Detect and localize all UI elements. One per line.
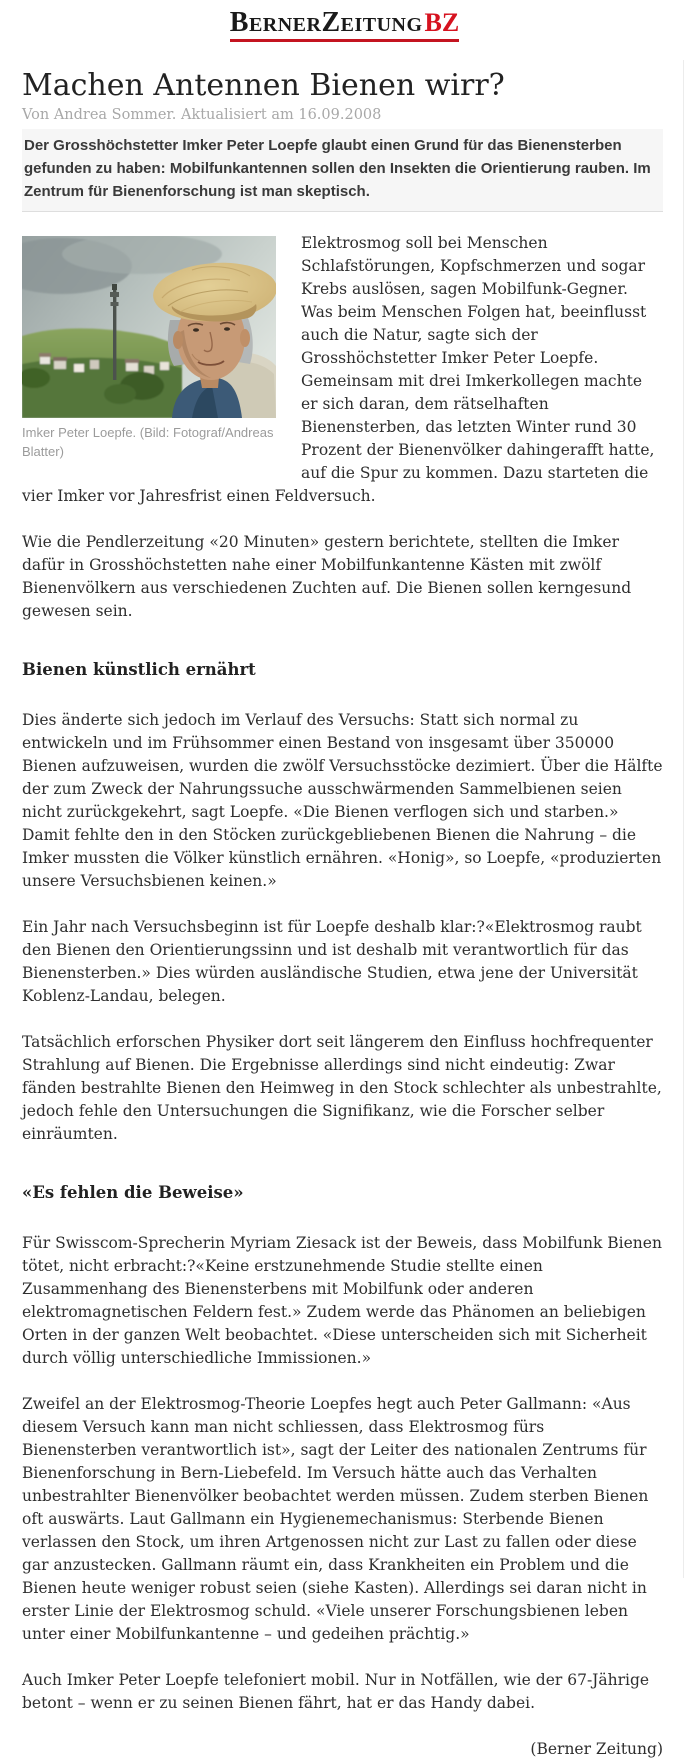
article-paragraph: Für Swisscom-Sprecherin Myriam Ziesack ist der Beweis, dass Mobilfunk Bienen tötet, nicht erbracht:?«Keine erstzunehmende Studie stellte einen Zusammenhang des Bienensterbens mit Mobilfunk oder anderen elektromagnetischen Feldern fest.» Zudem werde das Phänomen an beliebigen Orten in der ganzen Welt beobachtet. «Diese unterscheiden sich mit Sicherheit durch völlig unterschiedliche Immissionen.» [22,1234,662,1367]
article-paragraph: Auch Imker Peter Loepfe telefoniert mobil. Nur in Notfällen, wie der 67-Jährige betont – wenn er zu seinen Bienen fährt, hat er das Handy dabei. [22,1671,650,1712]
masthead-wordmark: BernerZeitung [229,7,423,38]
photo-landscape [22,328,182,418]
subhead-es-fehlen-die-beweise: «Es fehlen die Beweise» [22,1183,244,1202]
masthead-logo-link[interactable] [230,9,459,42]
article-page [0,68,689,1761]
byline: Von Andrea Sommer. Aktualisiert am 16.09.2008 [22,107,382,123]
article-paragraph: Elektrosmog soll bei Menschen Schlafstörungen, Kopfschmerzen und sogar Krebs auslösen, sagen Mobilfunk-Gegner. Was beim Menschen Folgen hat, beeinflusst auch die Natur, sagte sich der Grosshöchstetter Imker Peter Loepfe. Gemeinsam mit drei Imkerkollegen machte er sich daran, dem rätselhaften Bienensterben, das letzten Winter rund 30 Prozent der Bienenvölker dahingerafft hatte, auf die Spur zu kommen. Dazu starteten die vier Imker vor Jahresfrist einen Feldversuch. [22,234,655,505]
masthead-badge-bz: BZ [424,8,460,37]
agency-credit: (Berner Zeitung) [530,1740,663,1758]
article-paragraph: Tatsächlich erforschen Physiker dort seit längerem den Einfluss hochfrequenter Strahlung auf Bienen. Die Ergebnisse allerdings sind nicht eindeutig: Zwar fänden bestrahlte Bienen den Heimweg in den Stock schlechter als unbestrahlte, jedoch fehle den Untersuchungen die Signifikanz, wie die Forscher selber einräumten. [22,1033,662,1143]
article-paragraph: Wie die Pendlerzeitung «20 Minuten» gestern berichtete, stellten die Imker dafür in Grosshöchstetten nahe einer Mobilfunkantenne Kästen mit zwölf Bienenvölkern aus verschiedenen Zuchten auf. Die Bienen sollen kerngesund gewesen sein. [22,533,632,620]
subhead-bienen-kuenstlich-ernaehrt: Bienen künstlich ernährt [22,660,256,679]
article-paragraph: Ein Jahr nach Versuchsbeginn ist für Loepfe deshalb klar:?«Elektrosmog raubt den Bienen den Orientierungssinn und ist deshalb mit verantwortlich für das Bienensterben.» Dies würden ausländische Studien, etwa jene der Universität Koblenz-Landau, belegen. [22,918,642,1005]
page-title: Machen Antennen Bienen wirr? [22,68,505,103]
photo-caption: Imker Peter Loepfe. (Bild: Fotograf/Andreas Blatter) [22,425,274,459]
article-photo [22,236,276,418]
masthead [0,0,689,42]
article-paragraph: Zweifel an der Elektrosmog-Theorie Loepfes hegt auch Peter Gallmann: «Aus diesem Versuch kann man nicht schliessen, dass Elektrosmog fürs Bienensterben verantwortlich ist», sagt der Leiter des nationalen Zentrums für Bienenforschung in Bern-Liebefeld. Im Versuch hätte auch das Verhalten unbestrahlter Bienenvölker beobachtet werden müssen. Zudem sterben Bienen oft auswärts. Laut Gallmann ein Hygienemechanismus: Sterbende Bienen verlassen den Stock, um ihren Artgenossen nicht zur Last zu fallen oder diese gar anzustecken. Gallmann räumt ein, dass Krankheiten ein Problem und die Bienen heute weniger robust seien (siehe Kasten). Allerdings sei daran nicht in erster Linie der Elektrosmog schuld. «Viele unserer Forschungsbienen leben unter einer Mobilfunkantenne – und gedeihen prächtig.» [22,1395,649,1643]
page-right-divider [683,60,684,1578]
lead-paragraph: Der Grosshöchstetter Imker Peter Loepfe glaubt einen Grund für das Bienensterben gefunden zu haben: Mobilfunkantennen sollen den Insekten die Orientierung rauben. Im Zentrum für Bienenforschung ist man skeptisch. [22,129,663,212]
article-photo-figure [22,236,276,461]
article-paragraph: Dies änderte sich jedoch im Verlauf des Versuchs: Statt sich normal zu entwickeln und im Frühsommer einen Bestand von insgesamt über 350000 Bienen aufzuweisen, wurden die zwölf Versuchsstöcke dezimiert. Über die Hälfte der zum Zweck der Nahrungssuche ausschwärmenden Sammelbienen seien nicht zurückgekehrt, sagt Loepfe. «Die Bienen verflogen sich und starben.» Damit fehlte den in den Stöcken zurückgebliebenen Bienen die Nahrung – die Imker mussten die Völker künstlich ernähren. «Honig», so Loepfe, «produzierten unsere Versuchsbienen keinen.» [22,711,663,890]
